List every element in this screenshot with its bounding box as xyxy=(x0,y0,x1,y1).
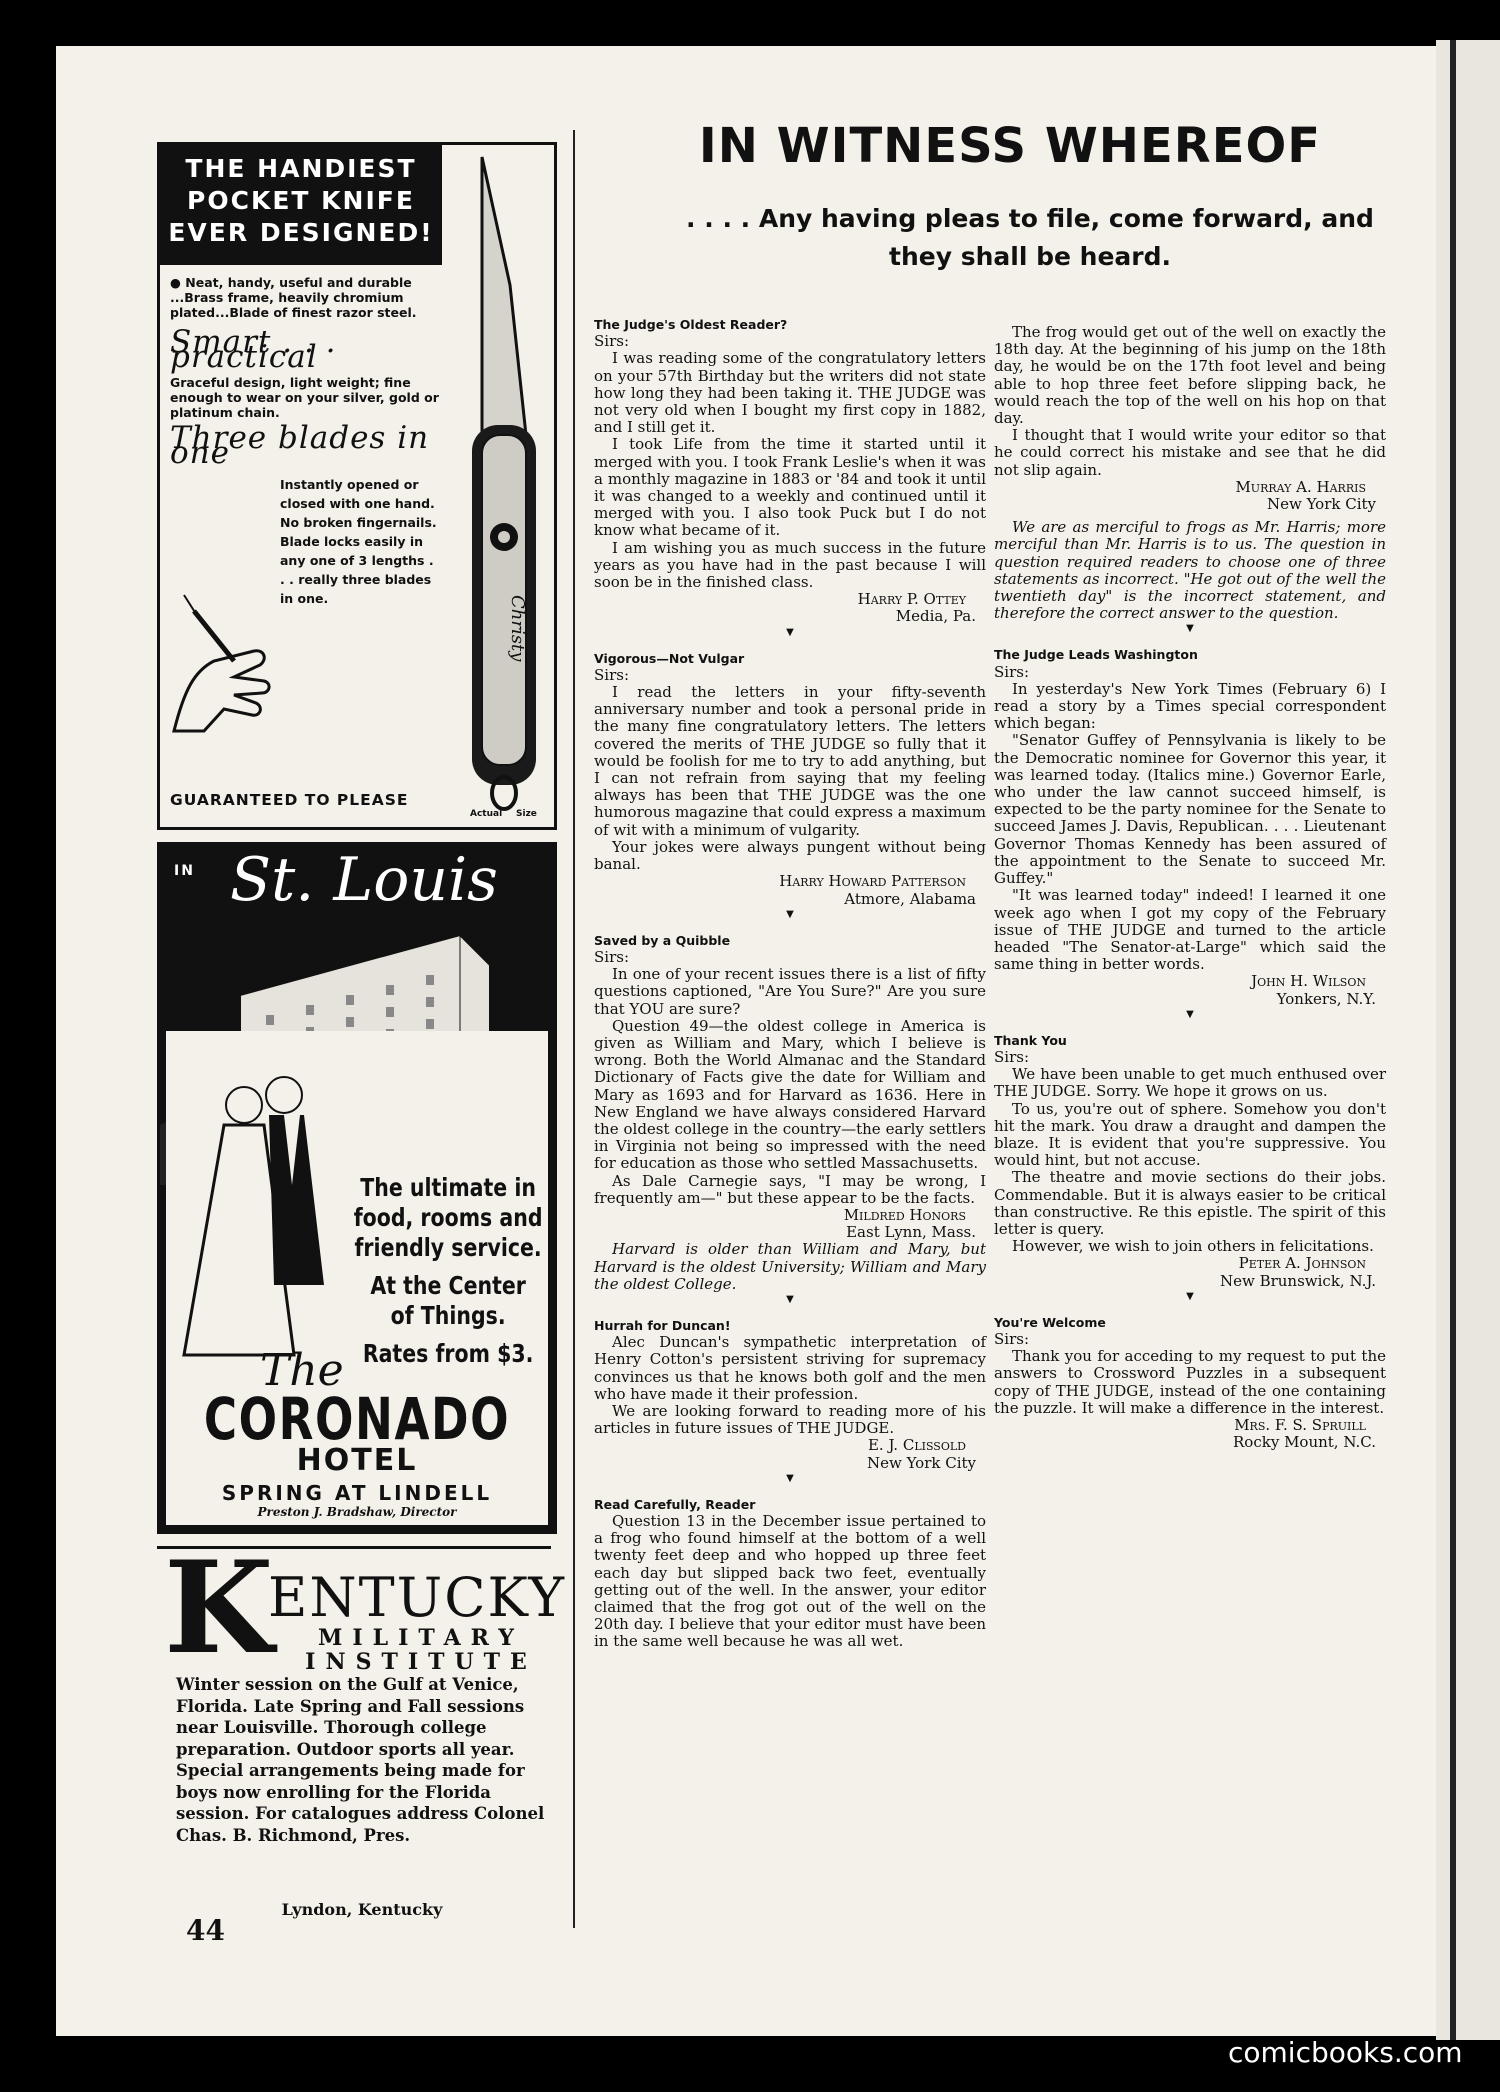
letter-paragraph: Thank you for acceding to my request to put the answers to Crossword Puzzles in a subsequent copy of THE JUDGE, instead of the one containing the puzzle. It will make a difference in the interest. xyxy=(994,1347,1386,1417)
letter-paragraph: We have been unable to get much enthused over THE JUDGE. Sorry. We hope it grows on us. xyxy=(994,1065,1386,1101)
letter-paragraph: Question 13 in the December issue pertained to a frog who found himself at the bottom of a well twenty feet deep and who hopped up three feet each day but slipped back two feet, eventually getting out of the well. In the answer, your editor claimed that the frog got out of the well on the 20th day. I believe that your editor must have been in the same well because he was all wet. xyxy=(594,1512,986,1651)
knife-guarantee: GUARANTEED TO PLEASE xyxy=(170,791,409,809)
hotel-label: HOTEL xyxy=(296,1443,418,1478)
hotel-address: SPRING AT LINDELL xyxy=(221,1481,493,1505)
stl-tagline-line: The ultimate in xyxy=(360,1173,536,1202)
letter-signature: Mildred Honors xyxy=(843,1205,966,1224)
separator-mark: ▼ xyxy=(786,908,794,920)
kmi-entucky: ENTUCKY xyxy=(268,1566,567,1629)
stl-tagline-line: At the Center xyxy=(370,1271,526,1300)
section-subheading: . . . . Any having pleas to file, come forward, and they shall be heard. xyxy=(686,204,1374,271)
letter-location: Media, Pa. xyxy=(895,607,976,626)
section-heading: IN WITNESS WHEREOF xyxy=(698,118,1322,174)
letter-salutation: Sirs: xyxy=(994,1329,1029,1348)
letter-title: Vigorous—Not Vulgar xyxy=(594,650,745,666)
letters-column-2 xyxy=(994,324,1386,1451)
letter-location: Atmore, Alabama xyxy=(844,889,976,908)
hand-holding-knife-illustration xyxy=(164,581,284,751)
letter-title: Read Carefully, Reader xyxy=(594,1496,756,1512)
stl-tagline-line: food, rooms and xyxy=(353,1203,543,1232)
letter-salutation: Sirs: xyxy=(594,665,629,684)
letter-paragraph: Your jokes were always pungent without being banal. xyxy=(594,837,986,874)
page-spine xyxy=(1450,40,1456,2040)
knife-brand-label: Christy xyxy=(507,595,528,662)
coronado-name: CORONADO xyxy=(203,1385,511,1453)
knife-features: ● Neat, handy, useful and durable ...Brass frame, heavily chromium plated...Blade of finest razor steel. xyxy=(170,275,417,320)
letter-paragraph: Question 49—the oldest college in America is given as William and Mary, which I believe is wrong. Both the World Almanac and the Standard Dictionary of Facts give the date for William and Mary as 1693 and for Harvard as 1636. Here in New England we have always considered Harvard the oldest college in the country—the early settlers in Virginia not being so impressed with the need for education as those who settled Massachusetts. xyxy=(594,1016,986,1173)
letter-title: The Judge Leads Washington xyxy=(994,647,1198,663)
letter-location: Yonkers, N.Y. xyxy=(1276,989,1376,1008)
letter-paragraph: I thought that I would write your editor so that he could correct his mistake and see that he did not slip again. xyxy=(994,426,1386,479)
letter-signature: Mrs. F. S. Spruill xyxy=(1234,1415,1366,1434)
pocket-knife-ad xyxy=(157,142,557,830)
letter-salutation: Sirs: xyxy=(594,947,629,966)
letter-salutation: Sirs: xyxy=(994,662,1029,681)
letter-paragraph: The theatre and movie sections do their jobs. Commendable. But it is always easier to be critical than constructive. Re this epistle. The spirit of this letter is query. xyxy=(994,1168,1386,1238)
kmi-military: MILITARY xyxy=(318,1625,524,1651)
kmi-location: Lyndon, Kentucky xyxy=(281,1900,443,1919)
letter-paragraph: The frog would get out of the well on exactly the 18th day. At the beginning of his jump on the 18th day, he would be on the 17th foot level and being able to hop three feet before slipping back, he would reach the top of the well on his hop on that day. xyxy=(994,323,1386,428)
letter-paragraph: Alec Duncan's sympathetic interpretation of Henry Cotton's persistent striving for supremacy convinces us that he knows both golf and the men who have made it their profession. xyxy=(594,1333,986,1403)
letter-location: Rocky Mount, N.C. xyxy=(1233,1433,1376,1452)
letter-location: New Brunswick, N.J. xyxy=(1219,1271,1376,1290)
letter-location: New York City xyxy=(866,1453,976,1472)
letter-paragraph: "Senator Guffey of Pennsylvania is likely to be the Democratic nominee for Governor this year, it was learned today. (Italics mine.) Governor Earle, who under the law cannot succeed himself, is expected to be the party nominee for the Senate to succeed James J. Davis, Republican. . . . Lieutenant Governor Thomas Kennedy has been assured of the appointment to the Senate to succeed Mr. Guffey." xyxy=(994,731,1386,888)
letter-location: East Lynn, Mass. xyxy=(846,1223,976,1242)
letter-paragraph: "It was learned today" indeed! I learned it one week ago when I got my copy of the February issue of THE JUDGE and turned to the article headed "The Senator-at-Large" which said the same thing in better words. xyxy=(994,886,1386,974)
kmi-military-institute xyxy=(276,1626,566,1674)
letter-location: New York City xyxy=(1266,495,1376,514)
couple-illustration xyxy=(174,1065,354,1365)
letter-title: Thank You xyxy=(994,1032,1067,1048)
kmi-institute: INSTITUTE xyxy=(305,1649,537,1675)
editor-reply: Harvard is older than William and Mary, but Harvard is the oldest University; William and Mary the oldest College. xyxy=(594,1240,986,1293)
editor-reply: We are as merciful to frogs as Mr. Harris; more merciful than Mr. Harris is to us. The question in question required readers to choose one of three statements as incorrect. "He got out of the well the twentieth day" is the incorrect statement, and therefore the correct answer to the question. xyxy=(994,518,1386,623)
letter-paragraph: As Dale Carnegie says, "I may be wrong, I frequently am—" but these appear to be the facts. xyxy=(594,1171,986,1207)
separator-mark: ▼ xyxy=(1186,1290,1194,1302)
letter-title: You're Welcome xyxy=(994,1314,1106,1330)
letter-title: Saved by a Quibble xyxy=(594,932,731,948)
stl-city-title: St. Louis xyxy=(230,845,498,915)
separator-mark: ▼ xyxy=(786,1293,794,1305)
site-watermark: comicbooks.com xyxy=(1228,2036,1463,2069)
letter-title: The Judge's Oldest Reader? xyxy=(594,317,788,332)
stl-in-label: IN xyxy=(174,863,195,879)
letter-paragraph: I was reading some of the congratulatory letters on your 57th Birthday but the writers did not state how long they had been taking it. THE JUDGE was not very old when I bought my first copy in 1882, and I still get it. xyxy=(594,349,986,437)
stl-the-script: The xyxy=(260,1345,344,1396)
separator-mark: ▼ xyxy=(786,1472,794,1484)
letter-paragraph: However, we wish to join others in felicitations. xyxy=(1012,1237,1374,1256)
stl-tagline-line: friendly service. xyxy=(354,1233,542,1262)
stl-tagline xyxy=(353,1173,543,1369)
letter-paragraph: In one of your recent issues there is a list of fifty questions captioned, "Are You Sure?" Are you sure that YOU are sure? xyxy=(594,965,986,1018)
stl-tagline-line: Rates from $3. xyxy=(362,1339,534,1368)
letter-signature: Harry P. Ottey xyxy=(857,590,966,609)
column-rule xyxy=(573,130,575,1928)
knife-headline-line: THE HANDIEST xyxy=(185,154,417,183)
kmi-initial-k: K xyxy=(164,1548,274,1682)
letter-paragraph: I am wishing you as much success in the future years as you have had in the past because I will soon be in the finished class. xyxy=(594,538,986,592)
knife-headline-line: POCKET KNIFE xyxy=(187,186,415,215)
knife-opening-text: Instantly opened or closed with one hand. No broken fingernails. Blade locks easily in any one of 3 lengths . . . really three blades in one. xyxy=(280,477,437,606)
page-number: 44 xyxy=(186,1914,225,1947)
separator-mark: ▼ xyxy=(1186,1008,1194,1020)
letter-signature: Peter A. Johnson xyxy=(1238,1254,1366,1273)
actual-label: Actual xyxy=(470,809,503,819)
knife-smart-slogan: Smart . . . practical xyxy=(170,324,337,375)
separator-mark: ▼ xyxy=(786,626,794,638)
facing-page-edge xyxy=(1436,40,1500,2040)
pocket-knife-illustration xyxy=(442,145,554,827)
size-label: Size xyxy=(516,809,537,819)
letter-signature: John H. Wilson xyxy=(1251,972,1366,991)
letter-signature: E. J. Clissold xyxy=(867,1436,966,1455)
letter-paragraph: We are looking forward to reading more of his articles in future issues of THE JUDGE. xyxy=(594,1401,986,1438)
hotel-director: Preston J. Bradshaw, Director xyxy=(257,1505,457,1519)
kentucky-military-institute-ad xyxy=(152,1548,572,1928)
kmi-body-text: Winter session on the Gulf at Venice, Florida. Late Spring and Fall sessions near Louisville. Thorough college preparation. Outdoor sports all year. Special arrangements being made for boys now enrolling for the Florida session. For catalogues address Colonel Chas. B. Richmond, Pres. xyxy=(176,1675,545,1845)
knife-three-blades-slogan: Three blades in one xyxy=(170,420,430,471)
separator-mark: ▼ xyxy=(1186,623,1194,635)
knife-design-text: Graceful design, light weight; fine enough to wear on your silver, gold or platinum chain. xyxy=(170,375,439,420)
knife-headline-line: EVER DESIGNED! xyxy=(168,218,434,247)
letters-column-1 xyxy=(594,316,986,1651)
letter-paragraph: I read the letters in your fifty-seventh anniversary number and took a personal pride in the many fine congratulatory letters. The letters covered the merits of THE JUDGE so fully that it would be foolish for me to try to add anything, but I can not refrain from saying that my feeling always has been that THE JUDGE was the one humorous magazine that could express a maximum of wit with a minimum of vulgarity. xyxy=(594,683,986,839)
letter-salutation: Sirs: xyxy=(594,332,629,351)
letter-signature: Murray A. Harris xyxy=(1235,477,1366,496)
stl-tagline-line: of Things. xyxy=(390,1301,506,1330)
knife-headline xyxy=(160,145,442,265)
coronado-hotel-ad xyxy=(157,842,557,1534)
letter-title: Hurrah for Duncan! xyxy=(594,1317,731,1333)
letter-salutation: Sirs: xyxy=(994,1047,1029,1066)
letter-signature: Harry Howard Patterson xyxy=(779,872,966,891)
letter-paragraph: To us, you're out of sphere. Somehow you don't hit the mark. You draw a draught and dampen the blaze. It is evident that you're suppressive. You would hint, but not accuse. xyxy=(994,1099,1386,1170)
letter-paragraph: In yesterday's New York Times (February 6) I read a story by a Times special correspondent which began: xyxy=(994,679,1386,733)
letter-paragraph: I took Life from the time it started until it merged with you. I took Frank Leslie's when it was a monthly magazine in 1883 or '84 and took it until it was changed to a weekly and continued until it merged with you. I also took Puck but I do not know what became of it. xyxy=(594,435,986,540)
